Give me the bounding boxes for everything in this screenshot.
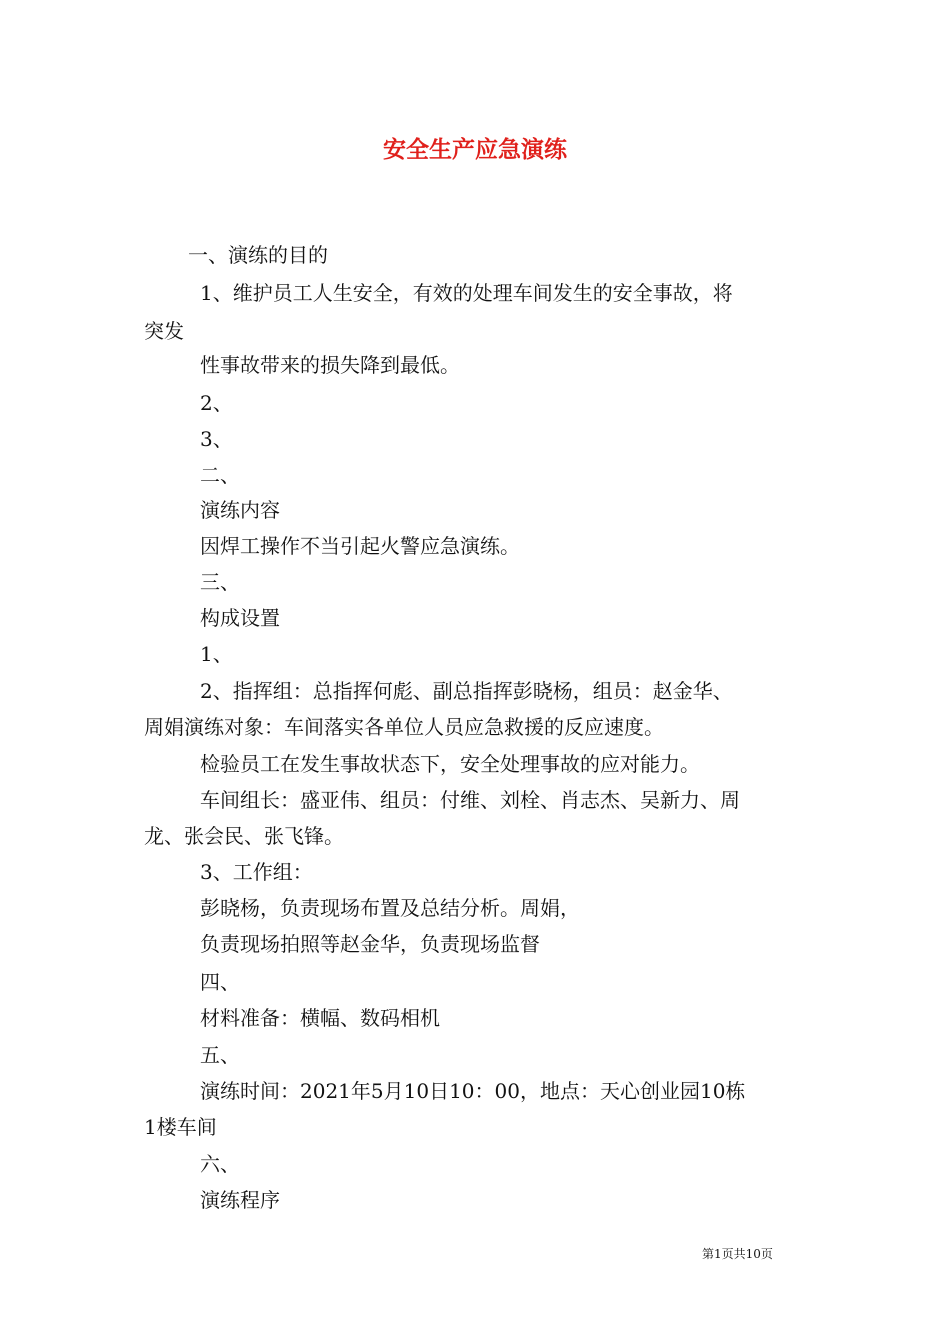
body-line: 五、: [200, 1043, 240, 1067]
body-line: 负责现场拍照等赵金华，负责现场监督: [200, 932, 540, 956]
body-line: 因焊工操作不当引起火警应急演练。: [200, 534, 520, 558]
body-line: 突发: [144, 319, 184, 343]
body-line: 3、: [200, 427, 233, 451]
body-line: 1楼车间: [144, 1115, 217, 1139]
body-line: 车间组长：盛亚伟、组员：付维、刘栓、肖志杰、吴新力、周: [200, 788, 740, 812]
body-line: 一、演练的目的: [188, 243, 328, 267]
body-line: 周娟演练对象：车间落实各单位人员应急救援的反应速度。: [144, 715, 664, 739]
body-line: 三、: [200, 570, 240, 594]
body-line: 2、: [200, 391, 233, 415]
body-line: 1、: [200, 642, 233, 666]
body-line: 材料准备：横幅、数码相机: [200, 1006, 440, 1030]
body-line: 四、: [200, 970, 240, 994]
body-line: 彭晓杨，负责现场布置及总结分析。周娟，: [200, 896, 580, 920]
body-line: 演练程序: [200, 1188, 280, 1212]
page-footer: 第1页共10页: [702, 1247, 773, 1261]
body-line: 检验员工在发生事故状态下，安全处理事故的应对能力。: [200, 752, 700, 776]
body-line: 六、: [200, 1152, 240, 1176]
body-line: 性事故带来的损失降到最低。: [200, 353, 460, 377]
body-line: 龙、张会民、张飞锋。: [144, 824, 344, 848]
body-line: 3、工作组：: [200, 860, 313, 884]
body-line: 1、维护员工人生安全，有效的处理车间发生的安全事故，将: [200, 281, 733, 305]
body-line: 构成设置: [200, 606, 280, 630]
body-line: 演练时间：2021年5月10日10：00，地点：天心创业园10栋: [200, 1079, 746, 1103]
body-line: 演练内容: [200, 498, 280, 522]
document-title: 安全生产应急演练: [383, 136, 567, 163]
body-line: 2、指挥组：总指挥何彪、副总指挥彭晓杨，组员：赵金华、: [200, 679, 733, 703]
body-line: 二、: [200, 463, 240, 487]
